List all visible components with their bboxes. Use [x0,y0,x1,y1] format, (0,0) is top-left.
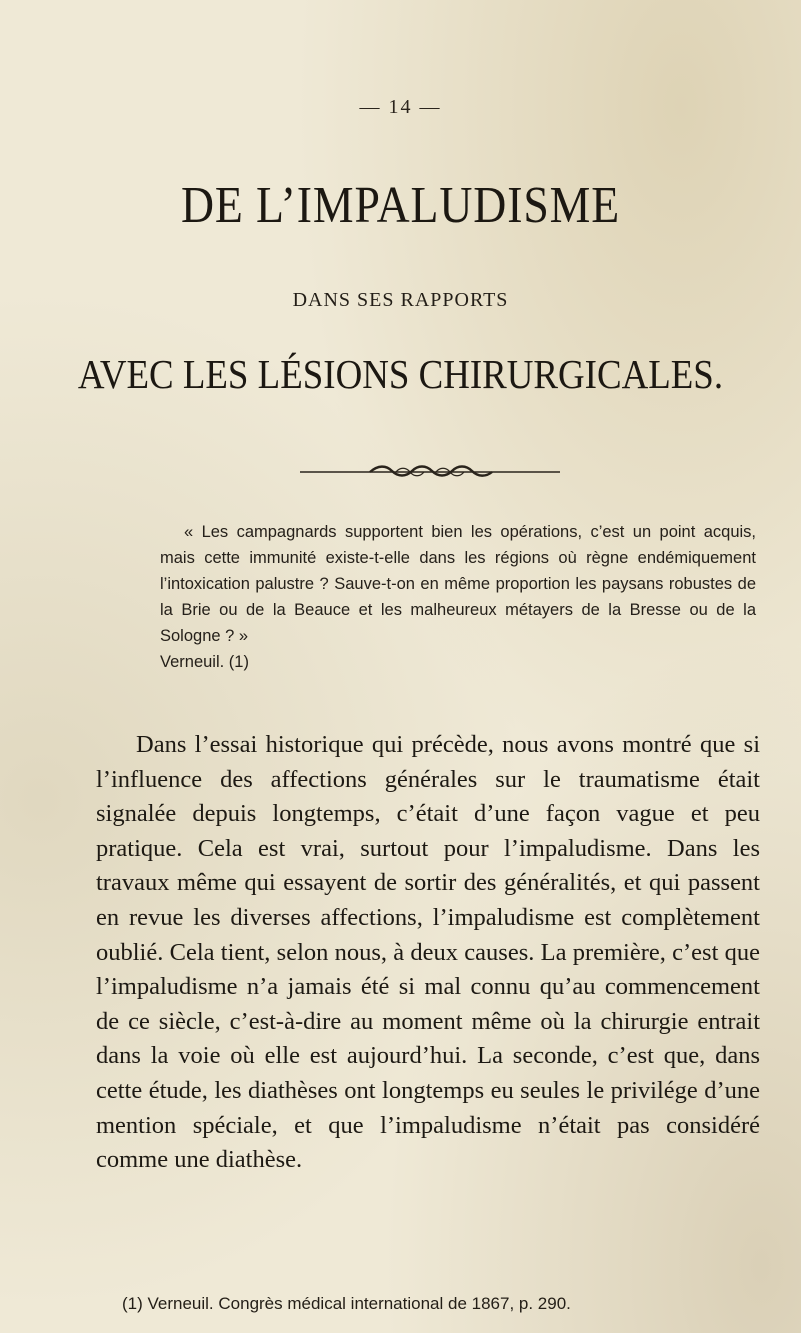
title-line-2: DANS SES RAPPORTS [292,289,509,311]
body-paragraph: Dans l’essai historique qui précède, nous avons montré que si l’influence des affections générales sur le traumatisme était signalée depuis longtemps, c’était d’une façon vague et peu pratique. Cela est vrai, surtout pour l’impaludisme. Dans les travaux même qui essayent de sortir des généralités, et qui passent en revue les diverses affections, l’impaludisme est complètement oublié. Cela tient, selon nous, à deux causes. La première, c’est que l’impaludisme n’a jamais été si mal connu qu’au commencement de ce siècle, c’est-à-dire au moment même où la chirurgie entrait dans la voie où elle est aujourd’hui. La seconde, c’est que, dans cette étude, les diathèses ont longtemps eu seules le privilége d’une mention spéciale, et que l’impaludisme n’était pas considéré comme une diathèse. [96,731,760,1174]
title-line-3: AVEC LES LÉSIONS CHIRURGICALES. [77,351,724,397]
main-text [96,728,760,1178]
decorative-rule-icon [300,462,560,480]
title-line-1: DE L’IMPALUDISME [180,177,621,234]
footnote: (1) Verneuil. Congrès médical international de 1867, p. 290. [122,1294,571,1313]
epigraph [160,519,756,675]
epigraph-quote: « Les campagnards supportent bien les opérations, c’est un point acquis, mais cette immunité existe-t-elle dans les régions où règne endémiquement l’intoxication palustre ? Sauve-t-on en même proportion les paysans robustes de la Brie ou de la Beauce et les malheureux métayers de la Bresse ou de la Sologne ? » [160,523,756,645]
page-number: — 14 — [359,96,442,118]
epigraph-attribution: Verneuil. (1) [160,653,249,671]
